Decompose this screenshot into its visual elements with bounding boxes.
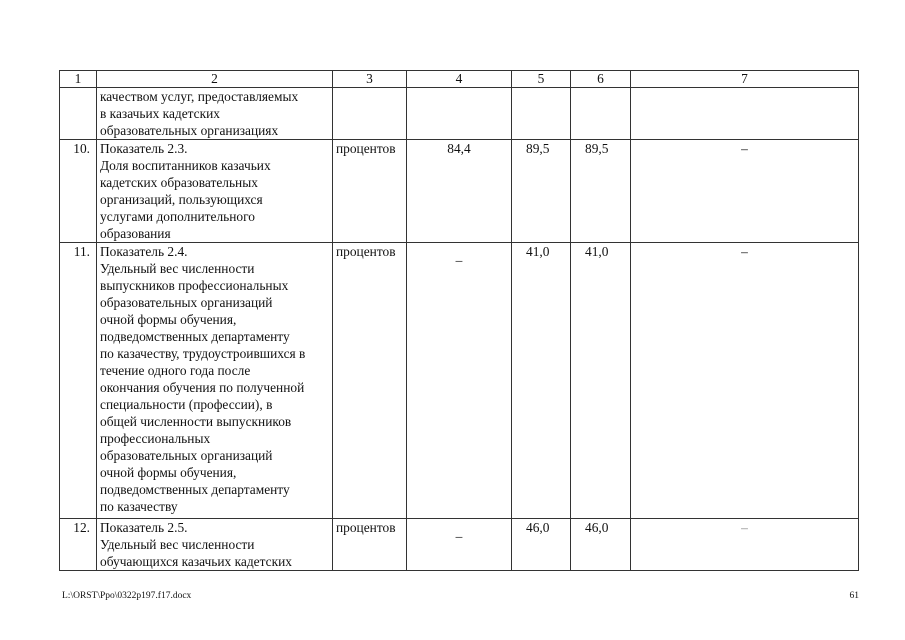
- description-line: окончания обучения по полученной: [100, 380, 305, 395]
- header-row: [60, 71, 859, 88]
- indicator-description: [97, 88, 333, 140]
- table-row: [60, 243, 859, 519]
- unit-cell: процентов: [333, 519, 407, 571]
- description-line: обучающихся казачьих кадетских: [100, 554, 292, 569]
- description-line: специальности (профессии), в: [100, 397, 273, 412]
- table-row: [60, 140, 859, 243]
- value-col7: [631, 88, 859, 140]
- unit-cell: процентов: [333, 140, 407, 243]
- description-line: качеством услуг, предоставляемых: [100, 89, 299, 104]
- empty-value-mark: _: [455, 248, 463, 263]
- value-col5: 46,0: [512, 519, 571, 571]
- header-cell-6: 6: [571, 71, 631, 88]
- row-number: 10.: [60, 140, 97, 243]
- description-line: Доля воспитанников казачьих: [100, 158, 271, 173]
- table-row: [60, 519, 859, 571]
- unit-cell: [333, 88, 407, 140]
- file-path-footer: L:\ORST\Ppo\0322p197.f17.docx: [62, 591, 192, 601]
- empty-value-mark: _: [455, 524, 463, 539]
- indicators-table: [59, 70, 859, 571]
- description-line: в казачьих кадетских: [100, 106, 220, 121]
- row-number: 12.: [60, 519, 97, 571]
- header-cell-3: 3: [333, 71, 407, 88]
- value-col7: –: [631, 243, 859, 519]
- header-cell-2: 2: [97, 71, 333, 88]
- value-col6: 41,0: [571, 243, 631, 519]
- value-col6: 89,5: [571, 140, 631, 243]
- row-number: 11.: [60, 243, 97, 519]
- description-line: профессиональных: [100, 431, 211, 446]
- description-line: подведомственных департаменту: [100, 482, 290, 497]
- description-line: по казачеству, трудоустроившихся в: [100, 346, 306, 361]
- value-col5: 89,5: [512, 140, 571, 243]
- description-line: по казачеству: [100, 499, 178, 514]
- header-cell-5: 5: [512, 71, 571, 88]
- description-line: Удельный вес численности: [100, 537, 255, 552]
- description-line: очной формы обучения,: [100, 465, 237, 480]
- header-cell-4: 4: [407, 71, 512, 88]
- description-line: выпускников профессиональных: [100, 278, 289, 293]
- value-col5: [512, 88, 571, 140]
- description-line: организаций, пользующихся: [100, 192, 263, 207]
- description-line: образовательных организациях: [100, 123, 279, 138]
- value-col7: –: [631, 519, 859, 571]
- row-number: [60, 88, 97, 140]
- header-cell-7: 7: [631, 71, 859, 88]
- value-col4: [407, 519, 512, 571]
- description-line: Показатель 2.3.: [100, 141, 188, 156]
- description-line: Показатель 2.4.: [100, 244, 188, 259]
- unit-cell: процентов: [333, 243, 407, 519]
- header-cell-1: 1: [60, 71, 97, 88]
- description-line: течение одного года после: [100, 363, 251, 378]
- description-line: услугами дополнительного: [100, 209, 255, 224]
- description-line: подведомственных департаменту: [100, 329, 290, 344]
- value-col5: 41,0: [512, 243, 571, 519]
- description-line: образовательных организаций: [100, 295, 273, 310]
- value-col6: 46,0: [571, 519, 631, 571]
- indicator-description: [97, 140, 333, 243]
- table-row: [60, 88, 859, 140]
- indicator-description: [97, 519, 333, 571]
- value-col4: [407, 243, 512, 519]
- description-line: кадетских образовательных: [100, 175, 258, 190]
- page-number: 61: [849, 591, 859, 601]
- description-line: образовательных организаций: [100, 448, 273, 463]
- value-col4: 84,4: [407, 140, 512, 243]
- description-line: Показатель 2.5.: [100, 520, 188, 535]
- value-col7: –: [631, 140, 859, 243]
- description-line: образования: [100, 226, 171, 241]
- indicator-description: [97, 243, 333, 519]
- description-line: очной формы обучения,: [100, 312, 237, 327]
- value-col4: [407, 88, 512, 140]
- description-line: Удельный вес численности: [100, 261, 255, 276]
- description-line: общей численности выпускников: [100, 414, 292, 429]
- value-col6: [571, 88, 631, 140]
